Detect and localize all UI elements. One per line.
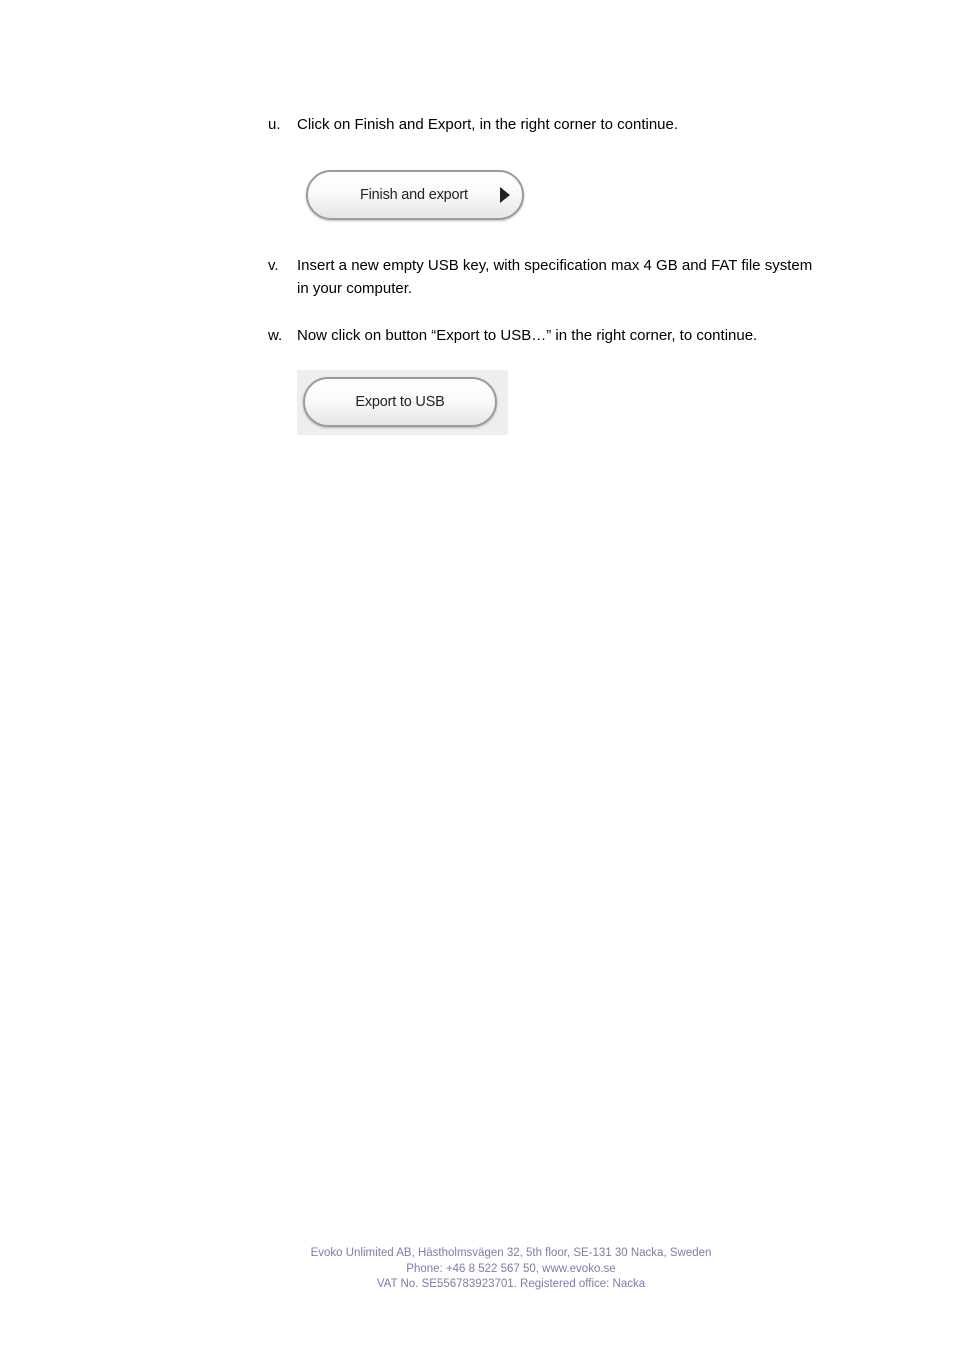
step-text: Click on Finish and Export, in the right corner to continue. (297, 116, 679, 133)
finish-and-export-label: Finish and export (360, 187, 468, 203)
export-to-usb-button[interactable] (303, 377, 497, 427)
play-arrow-icon (500, 187, 510, 203)
step-u (268, 113, 828, 136)
step-marker: w. (268, 327, 283, 344)
export-to-usb-label: Export to USB (355, 394, 445, 410)
footer-registration: VAT No. SE556783923701. Registered office: Nacka (376, 1278, 646, 1290)
finish-export-screenshot (300, 164, 532, 228)
page-footer (0, 1246, 954, 1293)
step-v (268, 254, 828, 300)
step-marker: v. (268, 257, 279, 274)
export-usb-screenshot (297, 370, 508, 435)
step-text: Now click on button “Export to USB…” in the right corner, to continue. (297, 327, 758, 344)
footer-contact: Phone: +46 8 522 567 50, www.evoko.se (406, 1262, 616, 1275)
footer-address: Evoko Unlimited AB, Hästholmsvägen 32, 5th floor, SE-131 30 Nacka, Sweden (310, 1247, 712, 1259)
finish-and-export-button[interactable] (306, 170, 524, 220)
step-text: Insert a new empty USB key, with specification max 4 GB and FAT file system in your computer. (297, 257, 813, 297)
step-marker: u. (268, 116, 281, 133)
step-w (268, 324, 828, 347)
